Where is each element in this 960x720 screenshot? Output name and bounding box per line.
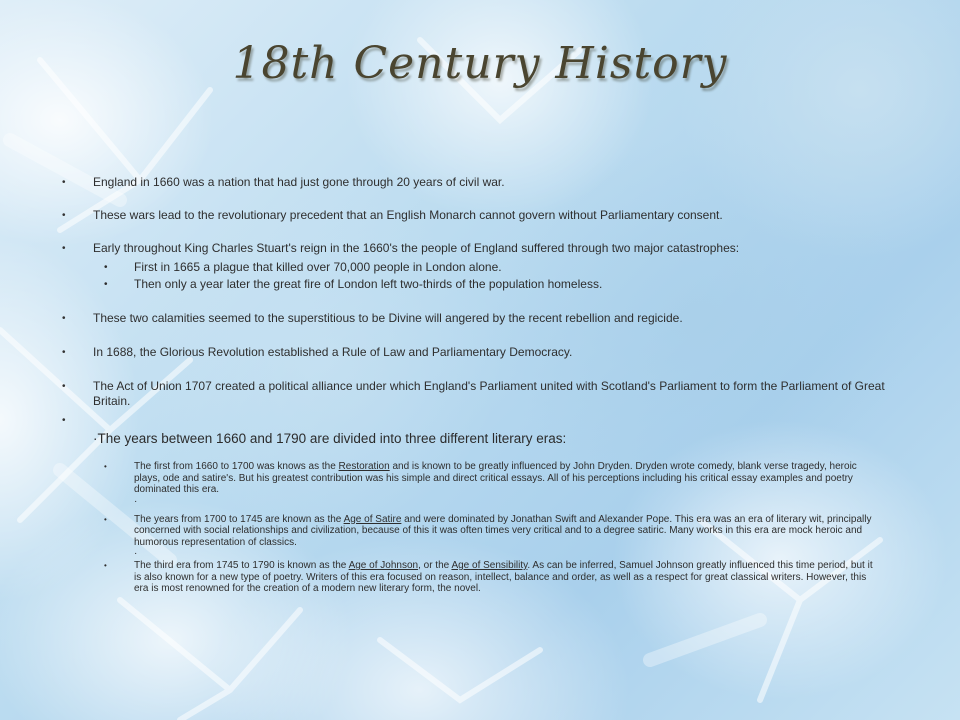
era-1-text-after: and is known to be greatly influenced by John Dryden. Dryden wrote comedy, blank verse tragedy, heroic plays, ode and satire's. But his greatest contribution was his simple and direct critical essays. All of his perceptions including his critical essay examples and poetry dominated this era.: [134, 461, 857, 495]
age-of-satire-link[interactable]: Age of Satire: [343, 513, 402, 525]
age-of-johnson-link[interactable]: Age of Johnson: [348, 560, 419, 571]
bullet-1: • England in 1660 was a nation that had just gone through 20 years of civil war.: [62, 175, 922, 190]
sub-bullet-1: • First in 1665 a plague that killed over 70,000 people in London alone.: [104, 260, 922, 275]
era-restoration: [104, 461, 874, 507]
bullet-7-marker: [62, 413, 922, 428]
bullet-2: • These wars lead to the revolutionary precedent that an English Monarch cannot govern without Parliamentary consent.: [62, 208, 922, 223]
slide-title: 18th Century History: [232, 38, 728, 89]
era-3-text-middle: , or the: [418, 560, 452, 571]
era-1-text-before: The first from 1660 to 1700 was knows as the: [134, 461, 339, 472]
bullet-6: • The Act of Union 1707 created a political alliance under which England's Parliament united with Scotland's Parliament to form the Parliament of Great Britain.: [62, 379, 893, 409]
bullet-3: • Early throughout King Charles Stuart's reign in the 1660's the people of England suffered through two major catastrophes:: [62, 241, 922, 256]
bullet-5: • In 1688, the Glorious Revolution established a Rule of Law and Parliamentary Democracy.: [62, 345, 922, 360]
slide-content: [62, 172, 922, 595]
era-1-tick: ·: [134, 495, 138, 507]
era-2-tick: ·: [134, 548, 138, 559]
age-of-sensibility-link[interactable]: Age of Sensibility: [451, 560, 528, 571]
sub-bullet-2: • Then only a year later the great fire of London left two-thirds of the population homeless.: [104, 277, 922, 292]
era-3-text-before: The third era from 1745 to 1790 is known as the: [134, 560, 349, 571]
eras-heading: ·The years between 1660 and 1790 are divided into three different literary eras:: [93, 431, 567, 446]
era-satire: [104, 514, 874, 560]
era-3-text-after: . As can be inferred, Samuel Johnson greatly influenced this time period, but it is also known for a new type of poetry. Writers of this era focused on reason, intellect, balance and order, as well as a respect for great classical writers. However, this era is most renowned for the creation of a modern new literary form, the novel.: [134, 560, 873, 594]
era-2-text-before: The years from 1700 to 1745 are known as the: [134, 513, 344, 525]
bullet-4: • These two calamities seemed to the superstitious to be Divine will angered by the recent rebellion and regicide.: [62, 311, 922, 326]
era-johnson: [104, 560, 874, 595]
era-2-text-after: and were dominated by Jonathan Swift and Alexander Pope. This era was an era of literary wit, principally concerned with social relationships and civilization, because of this it was often times very critical and to a degree satiric. Many works in this era are mock heroic and humorous representation of classics.: [134, 513, 872, 548]
restoration-link[interactable]: Restoration: [338, 461, 390, 472]
